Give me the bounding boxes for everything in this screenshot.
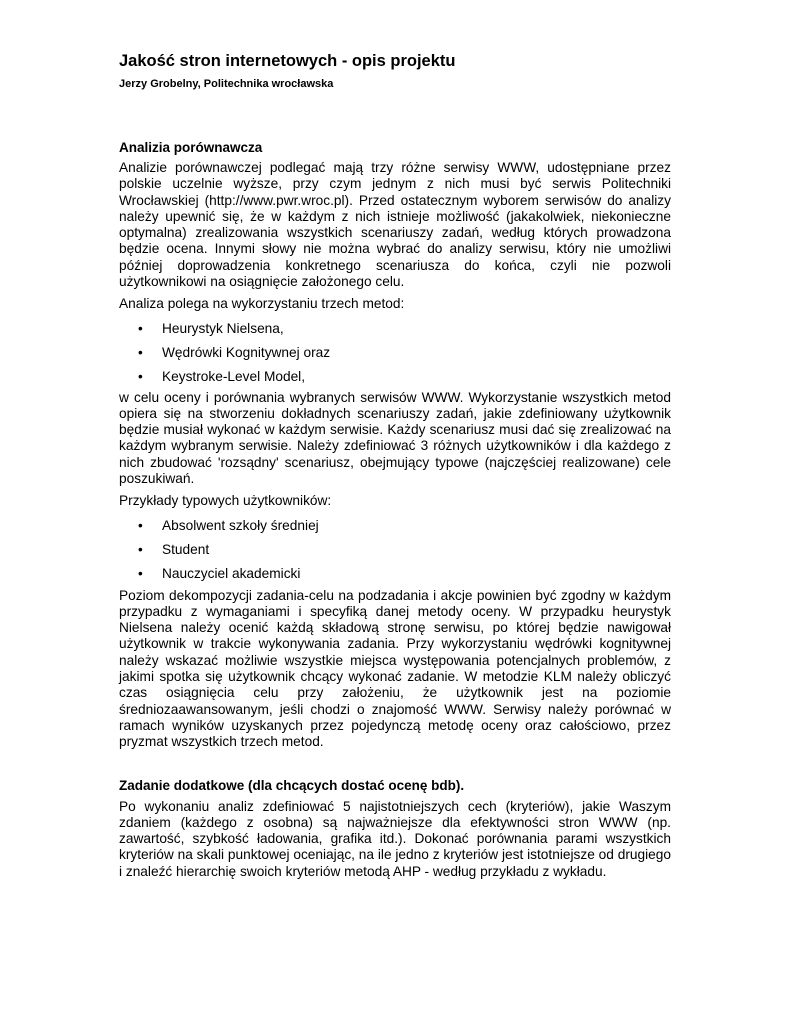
bullet-icon: • [138, 541, 143, 557]
document-page [119, 50, 671, 880]
section-heading-extra: Zadanie dodatkowe (dla chcących dostać ocenę bdb). [119, 777, 465, 793]
extra-paragraph-1: Po wykonaniu analiz zdefiniować 5 najistotniejszych cech (kryteriów), jakie Waszym zdaniem (każdego z osobna) są najważniejsze dla efektywności stron WWW (np. zawartość, szybkość ładowania, grafika itd.). Dokonać porównania parami wszystkich kryteriów na skali punktowej oceniając, na ile jedno z kryteriów jest istotniejsze od drugiego i znaleźć hierarchię swoich kryteriów metodą AHP - według przykładu z wykładu. [119, 798, 671, 879]
analysis-paragraph-5: Poziom dekompozycji zadania-celu na podzadania i akcje powinien być zgodny w każdym przypadku z wymaganiami i specyfiką danej metody oceny. W przypadku heurystyk Nielsena należy ocenić każdą składową stronę serwisu, po której będzie nawigował użytkownik w trakcie wykonywania zadania. Przy wykorzystaniu wędrówki kognitywnej należy wskazać możliwie wszystkie miejsca występowania potencjalnych problemów, z jakimi spotka się użytkownik chcący wykonać zadanie. W metodzie KLM należy obliczyć czas osiągnięcia celu przy założeniu, że użytkownik jest na poziomie średniozaawansowanym, jeśli chodzi o znajomość WWW. Serwisy należy porównać w ramach wyników uzyskanych przez pojedynczą metodę oceny oraz całościowo, przez pryzmat wszystkich trzech metod. [119, 587, 671, 750]
analysis-paragraph-4: Przykłady typowych użytkowników: [119, 493, 332, 509]
users-list [119, 518, 671, 583]
analysis-paragraph-1: Analizie porównawczej podlegać mają trzy różne serwisy WWW, udostępniane przez polskie uczelnie wyższe, przy czym jednym z nich musi być serwis Politechniki Wrocławskiej (http://www.pwr.wroc.pl). Przed ostatecznym wyborem serwisów do analizy należy upewnić się, że w każdym z nich istnieje możliwość (jakakolwiek, niekonieczne optymalna) zrealizowania wszystkich scenariuszy zadań, według których prowadzona będzie ocena. Innymi słowy nie można wybrać do analizy serwisu, który nie umożliwi później doprowadzenia konkretnego scenariusza do końca, czyli nie pozwoli użytkownikowi na osiągnięcie założonego celu. [119, 160, 671, 290]
list-item: • Student [138, 541, 210, 557]
list-item: • Nauczyciel akademicki [138, 566, 301, 582]
analysis-paragraph-3: w celu oceny i porównania wybranych serwisów WWW. Wykorzystanie wszystkich metod opiera się na stworzeniu dokładnych scenariuszy zadań, jakie zdefiniowany użytkownik będzie musiał wykonać w każdym serwisie. Każdy scenariusz musi dać się zrealizować na każdym wybranym serwisie. Należy zdefiniować 3 różnych użytkowników i dla każdego z nich zbudować 'rozsądny' scenariusz, obejmujący typowe (najczęściej realizowane) cele poszukiwań. [119, 389, 671, 487]
section-heading-analysis: Analizia porównawcza [119, 140, 263, 155]
methods-list [119, 321, 671, 386]
list-item: • Keystroke-Level Model, [138, 369, 306, 385]
list-item: • Heurystyk Nielsena, [138, 320, 284, 336]
list-item: • Wędrówki Kognitywnej oraz [138, 344, 331, 360]
analysis-paragraph-2: Analiza polega na wykorzystaniu trzech metod: [119, 296, 405, 312]
bullet-icon: • [138, 320, 143, 336]
bullet-icon: • [138, 517, 143, 533]
author-line: Jerzy Grobelny, Politechnika wrocławska [119, 78, 334, 90]
bullet-icon: • [138, 566, 143, 582]
list-item: • Absolwent szkoły średniej [138, 517, 319, 533]
page-title: Jakość stron internetowych - opis projektu [119, 52, 456, 70]
bullet-icon: • [138, 344, 143, 360]
bullet-icon: • [138, 369, 143, 385]
